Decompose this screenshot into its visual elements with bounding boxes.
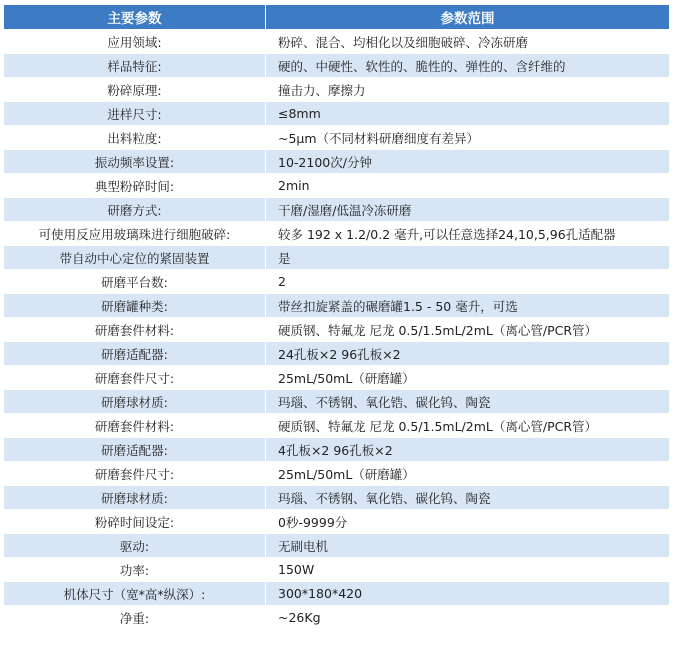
row-label: 样品特征: xyxy=(4,54,266,78)
row-label: 研磨套件材料: xyxy=(4,414,266,438)
spec-table xyxy=(3,4,670,630)
row-label: 研磨球材质: xyxy=(4,390,266,414)
row-value: 硬的、中硬性、软性的、脆性的、弹性的、含纤维的 xyxy=(266,54,670,78)
table-row xyxy=(4,246,670,270)
row-value: 玛瑙、不锈钢、氧化锆、碳化钨、陶瓷 xyxy=(266,390,670,414)
row-value: 24孔板×2 96孔板×2 xyxy=(266,342,670,366)
table-row xyxy=(4,558,670,582)
table-row xyxy=(4,102,670,126)
row-value: 带丝扣旋紧盖的碾磨罐1.5 - 50 毫升，可选 xyxy=(266,294,670,318)
row-label: 驱动: xyxy=(4,534,266,558)
table-row xyxy=(4,486,670,510)
row-value: ~26Kg xyxy=(266,606,670,630)
row-value: 0秒-9999分 xyxy=(266,510,670,534)
row-label: 振动频率设置: xyxy=(4,150,266,174)
row-value: 玛瑙、不锈钢、氧化锆、碳化钨、陶瓷 xyxy=(266,486,670,510)
row-label: 功率: xyxy=(4,558,266,582)
row-value: 是 xyxy=(266,246,670,270)
table-row xyxy=(4,318,670,342)
table-header-row xyxy=(4,5,670,30)
table-row xyxy=(4,30,670,54)
row-value: 10-2100次/分钟 xyxy=(266,150,670,174)
row-value: 25mL/50mL（研磨罐） xyxy=(266,462,670,486)
row-label: 研磨套件尺寸: xyxy=(4,366,266,390)
row-label: 进样尺寸: xyxy=(4,102,266,126)
row-label: 粉碎时间设定: xyxy=(4,510,266,534)
row-value: 150W xyxy=(266,558,670,582)
table-row xyxy=(4,390,670,414)
row-label: 研磨平台数: xyxy=(4,270,266,294)
row-label: 典型粉碎时间: xyxy=(4,174,266,198)
table-row xyxy=(4,438,670,462)
table-row xyxy=(4,582,670,606)
table-row xyxy=(4,534,670,558)
row-label: 粉碎原理: xyxy=(4,78,266,102)
row-label: 研磨套件材料: xyxy=(4,318,266,342)
row-label: 研磨罐种类: xyxy=(4,294,266,318)
row-label: 研磨球材质: xyxy=(4,486,266,510)
row-label: 应用领域: xyxy=(4,30,266,54)
row-value: 粉碎、混合、均相化以及细胞破碎、冷冻研磨 xyxy=(266,30,670,54)
row-value: 硬质钢、特氟龙 尼龙 0.5/1.5mL/2mL（离心管/PCR管） xyxy=(266,414,670,438)
row-label: 可使用反应用玻璃珠进行细胞破碎: xyxy=(4,222,266,246)
row-value: 2min xyxy=(266,174,670,198)
table-row xyxy=(4,198,670,222)
header-param-range: 参数范围 xyxy=(266,5,670,30)
spec-table-body xyxy=(4,30,670,630)
row-label: 机体尺寸（宽*高*纵深）: xyxy=(4,582,266,606)
table-row xyxy=(4,510,670,534)
row-label: 净重: xyxy=(4,606,266,630)
row-value: 25mL/50mL（研磨罐） xyxy=(266,366,670,390)
table-row xyxy=(4,294,670,318)
table-row xyxy=(4,174,670,198)
row-label: 研磨套件尺寸: xyxy=(4,462,266,486)
row-value: 2 xyxy=(266,270,670,294)
row-label: 研磨适配器: xyxy=(4,342,266,366)
table-row xyxy=(4,606,670,630)
table-row xyxy=(4,342,670,366)
header-main-params: 主要参数 xyxy=(4,5,266,30)
row-value: 无刷电机 xyxy=(266,534,670,558)
row-label: 带自动中心定位的紧固装置 xyxy=(4,246,266,270)
table-row xyxy=(4,270,670,294)
row-value: 300*180*420 xyxy=(266,582,670,606)
row-value: 撞击力、摩擦力 xyxy=(266,78,670,102)
row-label: 出料粒度: xyxy=(4,126,266,150)
table-row xyxy=(4,78,670,102)
row-value: 硬质钢、特氟龙 尼龙 0.5/1.5mL/2mL（离心管/PCR管） xyxy=(266,318,670,342)
row-value: 较多 192 x 1.2/0.2 毫升,可以任意选择24,10,5,96孔适配器 xyxy=(266,222,670,246)
row-value: ~5μm（不同材料研磨细度有差异） xyxy=(266,126,670,150)
row-value: 干磨/湿磨/低温冷冻研磨 xyxy=(266,198,670,222)
row-value: 4孔板×2 96孔板×2 xyxy=(266,438,670,462)
row-value: ≤8mm xyxy=(266,102,670,126)
table-row xyxy=(4,54,670,78)
table-row xyxy=(4,366,670,390)
table-row xyxy=(4,462,670,486)
row-label: 研磨适配器: xyxy=(4,438,266,462)
table-row xyxy=(4,414,670,438)
row-label: 研磨方式: xyxy=(4,198,266,222)
table-row xyxy=(4,222,670,246)
table-row xyxy=(4,150,670,174)
table-row xyxy=(4,126,670,150)
